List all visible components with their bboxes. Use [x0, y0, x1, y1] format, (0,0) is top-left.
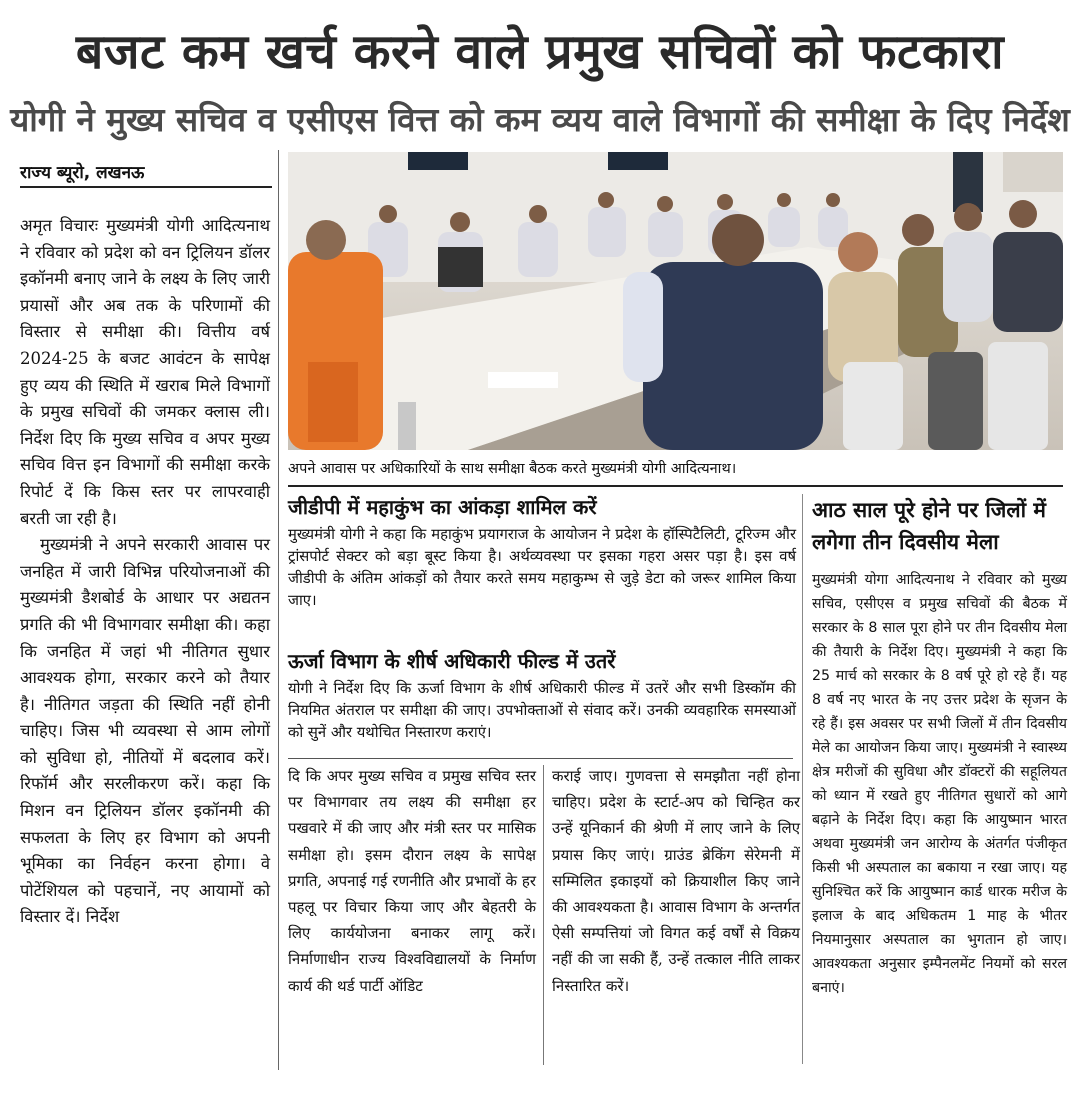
lead-column — [20, 213, 270, 931]
continuation-column-2: कराई जाए। गुणवत्ता से समझौता नहीं होना चाहिए। प्रदेश के स्टार्ट-अप को चिन्हित कर उन्हें यूनिकार्न की श्रेणी में लाए जाने के लिए प्रयास किए जाएं। ग्राउंड ब्रेकिंग सेरेमनी में सम्मिलित इकाइयों को क्रियाशील किए जाने की आवश्यकता है। आवास विभाग के अन्तर्गत ऐसी सम्पत्तियां जो विगत कई वर्षों से विक्रय नहीं की जा सकी हैं, उन्हें तत्काल नीति लाकर निस्तारित करें। — [552, 767, 800, 995]
photo-caption: अपने आवास पर अधिकारियों के साथ समीक्षा बैठक करते मुख्यमंत्री योगी आदित्यनाथ। — [288, 461, 737, 477]
sidebar-body: मुख्यमंत्री योगा आदित्यनाथ ने रविवार को मुख्य सचिव, एसीएस व प्रमुख सचिवों की बैठक में सरकार के 8 साल पूरा होने पर तीन दिवसीय मेला की तैयारी के निर्देश दिए। मुख्यमंत्री ने कहा कि 25 मार्च को सरकार के 8 वर्ष पूरे हो रहे हैं। यह 8 वर्ष नए भारत के नए उत्तर प्रदेश के सृजन के रहे हैं। इस अवसर पर सभी जिलों में तीन दिवसीय मेले का आयोजन किया जाए। मुख्यमंत्री ने स्वास्थ्य क्षेत्र मरीजों की सुविधा और डॉक्टरों की सहूलियत को ध्यान में रखते हुए नीतिगत सुधारों को आगे बढ़ाने के निर्देश दिए। कहा कि आयुष्मान भारत अथवा मुख्यमंत्री जन आरोग्य के अंतर्गत पंजीकृत किसी भी अस्पताल का बकाया न रखा जाए। यह सुनिश्चित करें कि आयुष्मान कार्ड धारक मरीज के इलाज के बाद अधिकतम 1 माह के भीतर नियमानुसार अस्पताल का भुगतान हो जाए। आवश्यकता अनुसार इम्पैनलमेंट नियमों को सरल बनाएं। — [812, 572, 1067, 996]
meeting-photo-illustration — [288, 152, 1063, 450]
section-mahakumbh-heading: जीडीपी में महाकुंभ का आंकड़ा शामिल करें — [288, 495, 597, 519]
section-mahakumbh-body: मुख्यमंत्री योगी ने कहा कि महाकुंभ प्रयागराज के आयोजन ने प्रदेश के हॉस्पिटैलिटी, टूरिज्म और ट्रांसपोर्ट सेक्टर को बड़ा बूस्ट किया है। अर्थव्यवस्था पर इसका गहरा असर पड़ा है। इस वर्ष जीडीपी के अंतिम आंकड़ों को तैयार करते समय महाकुम्भ से जुड़े डेटा को जरूर शामिल किया जाए। — [288, 526, 796, 609]
sidebar-heading: आठ साल पूरे होने पर जिलों में लगेगा तीन दिवसीय मेला — [812, 498, 1046, 554]
subheadline: योगी ने मुख्य सचिव व एसीएस वित्त को कम व्यय वाले विभागों की समीक्षा के दिए निर्देश — [10, 100, 1070, 139]
section-energy-heading: ऊर्जा विभाग के शीर्ष अधिकारी फील्ड में उतरें — [288, 649, 616, 673]
divider-caption — [288, 485, 1063, 487]
divider-vertical-right — [802, 494, 803, 1064]
headline: बजट कम खर्च करने वाले प्रमुख सचिवों को फटकारा — [75, 24, 1005, 80]
lead-paragraph-1: अमृत विचारः मुख्यमंत्री योगी आदित्यनाथ ने रविवार को प्रदेश को वन ट्रिलियन डॉलर इकॉनमी बनाए जाने के लक्ष्य के लिए जारी प्रयासों और अब तक के परिणामों की विस्तार से समीक्षा की। वित्तीय वर्ष 2024-25 के बजट आवंटन के सापेक्ष हुए व्यय की स्थिति में खराब मिले विभागों के प्रमुख सचिवों की जमकर क्लास ली। निर्देश दिए कि मुख्य सचिव व अपर मुख्य सचिव वित्त इन विभागों की समीक्षा करके रिपोर्ट दें कि किस स्तर पर लापरवाही बरती जा रही है। — [20, 216, 270, 528]
continuation-column-1: दि कि अपर मुख्य सचिव व प्रमुख सचिव स्तर पर विभागवार तय लक्ष्य की समीक्षा हर पखवारे में की जाए और मंत्री स्तर पर मासिक समीक्षा हो। इसम दौरान लक्ष्य के सापेक्ष प्रगति, अपनाई गई रणनीति और प्रभावों के हर पहलू पर विचार किया जाए और बेहतरी के लिए कार्ययोजना बनाकर लागू करें। निर्माणाधीन राज्य विश्वविद्यालयों के निर्माण कार्य की थर्ड पार्टी ऑडिट — [288, 767, 536, 995]
byline: राज्य ब्यूरो, लखनऊ — [20, 163, 145, 183]
section-energy-body: योगी ने निर्देश दिए कि ऊर्जा विभाग के शीर्ष अधिकारी फील्ड में उतरें और सभी डिस्कॉम की नियमित अंतराल पर समीक्षा की जाए। उपभोक्ताओं से संवाद करें। उनकी व्यवहारिक समस्याओं को सुनें और यथोचित निस्तारण कराएं। — [288, 680, 796, 741]
meeting-photo — [288, 152, 1063, 450]
divider-lower — [543, 765, 544, 1065]
divider-mid — [288, 758, 793, 759]
lead-paragraph-2: मुख्यमंत्री ने अपने सरकारी आवास पर जनहित में जारी विभिन्न परियोजनाओं की मुख्यमंत्री डैशबोर्ड के आधार पर अद्यतन प्रगति की भी विभागवार समीक्षा की। कहा कि जनहित में जहां भी नीतिगत सुधार आवश्यक होगा, सरकार करने को तैयार है। नीतिगत जड़ता की स्थिति नहीं होनी चाहिए। जिस भी व्यवस्था से आम लोगों को सुविधा हो, नीतियों में बदलाव करें। रिफॉर्म और सरलीकरण करें। कहा कि मिशन वन ट्रिलियन डॉलर इकॉनमी की सफलता के लिए हर विभाग को अपनी भूमिका का निर्वहन करना होगा। वे पोटेंशियल को पहचानें, नए आयामों को विस्तार दें। निर्देश — [20, 535, 270, 927]
divider-vertical-left — [278, 150, 279, 1070]
divider-top — [20, 186, 272, 188]
